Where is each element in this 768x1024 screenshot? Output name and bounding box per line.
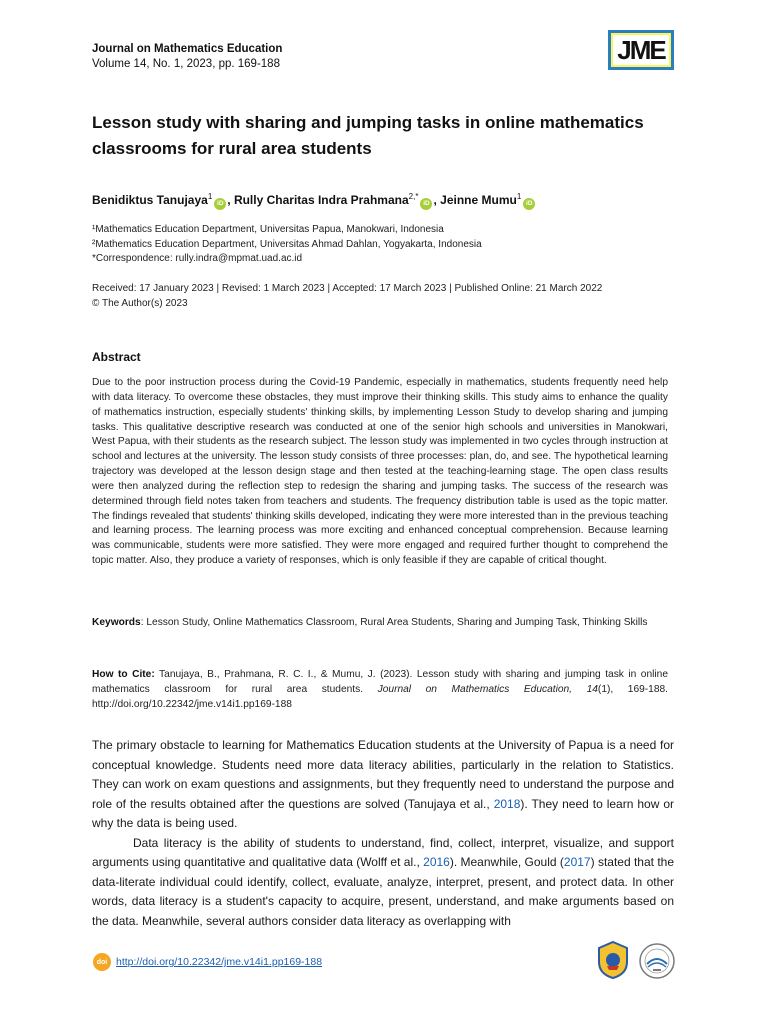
cite-label: How to Cite:: [92, 669, 155, 680]
affiliation-2: ²Mathematics Education Department, Universitas Ahmad Dahlan, Yogyakarta, Indonesia: [92, 239, 482, 250]
body-paragraph: [92, 736, 674, 834]
keywords: [92, 615, 668, 630]
abstract-text: Due to the poor instruction process during the Covid-19 Pandemic, especially in mathematics, students frequently need help with data literacy. To overcome these obstacles, they must improve their thinking skills. This study aims to enhance the quality of mathematics instruction, especially students' thinking skills, by implementing Lesson Study to develop sharing and jumping tasks. This qualitative descriptive research was conducted at one of the senior high schools and universities in Manokwari, West Papua, with their students as the research subject. The lesson study was implemented in two cycles through instruction at school and lectures at the university. The lesson study consists of three processes: plan, do, and see. The hypothetical learning trajectory was developed at the lesson design stage and then tested at the teaching-learning stage. The open class results were then analyzed during the reflection step to redesign the sharing and jumping tasks. The success of the research was determined through field notes taken from teachers and students. The frequency distribution table is used as the topic matter. The findings revealed that students' thinking skills developed, indicating they were more interested than in the previous teaching and learning process. The learning process was more exciting and enhanced conceptual comprehension. Because learning was communicable, students were more satisfied. They were more engaged and required further thought to comprehend the topic matter. Also, they produce a variety of responses, which is only feasible if they are capable of critical thought.: [92, 377, 668, 567]
citation-link[interactable]: 2016: [423, 855, 450, 869]
orcid-icon[interactable]: iD: [420, 198, 432, 210]
body-text-span: ). Meanwhile, Gould (: [449, 855, 564, 869]
university-seal-icon: [596, 940, 630, 980]
body-text: [92, 736, 674, 931]
journal-logo: [608, 30, 674, 70]
doi-icon: doi: [93, 953, 111, 971]
body-paragraph: [92, 834, 674, 932]
author-list: [92, 192, 536, 210]
author-name: Benidiktus Tanujaya: [92, 193, 208, 207]
author-separator: ,: [227, 193, 234, 207]
affiliation-1: ¹Mathematics Education Department, Universitas Papua, Manokwari, Indonesia: [92, 224, 444, 235]
cite-issue: (1), 169-188. http://doi.org/10.22342/jme.v14i1.pp169-188: [92, 684, 668, 710]
copyright-notice: © The Author(s) 2023: [92, 298, 188, 309]
keywords-label: Keywords: [92, 617, 141, 628]
partner-seal-icon: [638, 942, 676, 980]
keywords-text: : Lesson Study, Online Mathematics Classroom, Rural Area Students, Sharing and Jumping Task, Thinking Skills: [140, 617, 648, 628]
author-affiliation-mark: 1: [516, 192, 522, 201]
orcid-icon[interactable]: iD: [523, 198, 535, 210]
logo-text: JME: [617, 35, 665, 65]
doi-link[interactable]: http://doi.org/10.22342/jme.v14i1.pp169-188: [116, 956, 323, 968]
journal-name: Journal on Mathematics Education: [92, 43, 283, 55]
body-text-span: ). They need to learn how or why the data is being used.: [92, 796, 674, 830]
author-affiliation-mark: 2,*: [408, 192, 419, 201]
abstract-heading: Abstract: [92, 350, 141, 364]
correspondence: *Correspondence: rully.indra@mpmat.uad.ac.id: [92, 253, 303, 264]
article-title: Lesson study with sharing and jumping tasks in online mathematics classrooms for rural area students: [92, 113, 644, 158]
cite-journal: Journal on Mathematics Education, 14: [377, 684, 598, 695]
publication-dates: Received: 17 January 2023 | Revised: 1 March 2023 | Accepted: 17 March 2023 | Published Online: 21 March 2022: [92, 283, 603, 294]
author-name: Rully Charitas Indra Prahmana: [233, 193, 409, 207]
author-name: Jeinne Mumu: [440, 193, 517, 207]
author-separator: ,: [433, 193, 441, 207]
body-text-span: Data literacy is the ability of students to understand, find, collect, interpret, visualize, and support arguments using quantitative and qualitative data (Wolff et al.,: [92, 835, 674, 869]
citation-link[interactable]: 2018: [493, 796, 521, 811]
journal-volume-info: Volume 14, No. 1, 2023, pp. 169-188: [92, 58, 280, 70]
author-affiliation-mark: 1: [207, 192, 213, 201]
body-text-span: ) stated that the data-literate individual could identify, collect, evaluate, analyze, interpret, present, and protect data. In other words, data literacy is a student's capacity to acquire, present, understand, and make arguments based on the data. Meanwhile, several authors consider data literacy as overlapping with: [92, 855, 675, 928]
how-to-cite: [92, 667, 668, 712]
cite-text: Tanujaya, B., Prahmana, R. C. I., & Mumu, J. (2023). Lesson study with sharing and jumping task in online mathematics classroom for rural area students.: [92, 669, 668, 695]
body-text-span: The primary obstacle to learning for Mathematics Education students at the University of Papua is a need for conceptual knowledge. Students need more data literacy abilities, particularly in the relation to Statistics. They can work on exam questions and assignments, but they frequently need to understand the purpose and role of the results obtained after the questions are solved (Tanujaya et al.,: [92, 738, 674, 811]
orcid-icon[interactable]: iD: [214, 198, 226, 210]
citation-link[interactable]: 2017: [563, 855, 591, 869]
footer-doi: [93, 953, 322, 971]
